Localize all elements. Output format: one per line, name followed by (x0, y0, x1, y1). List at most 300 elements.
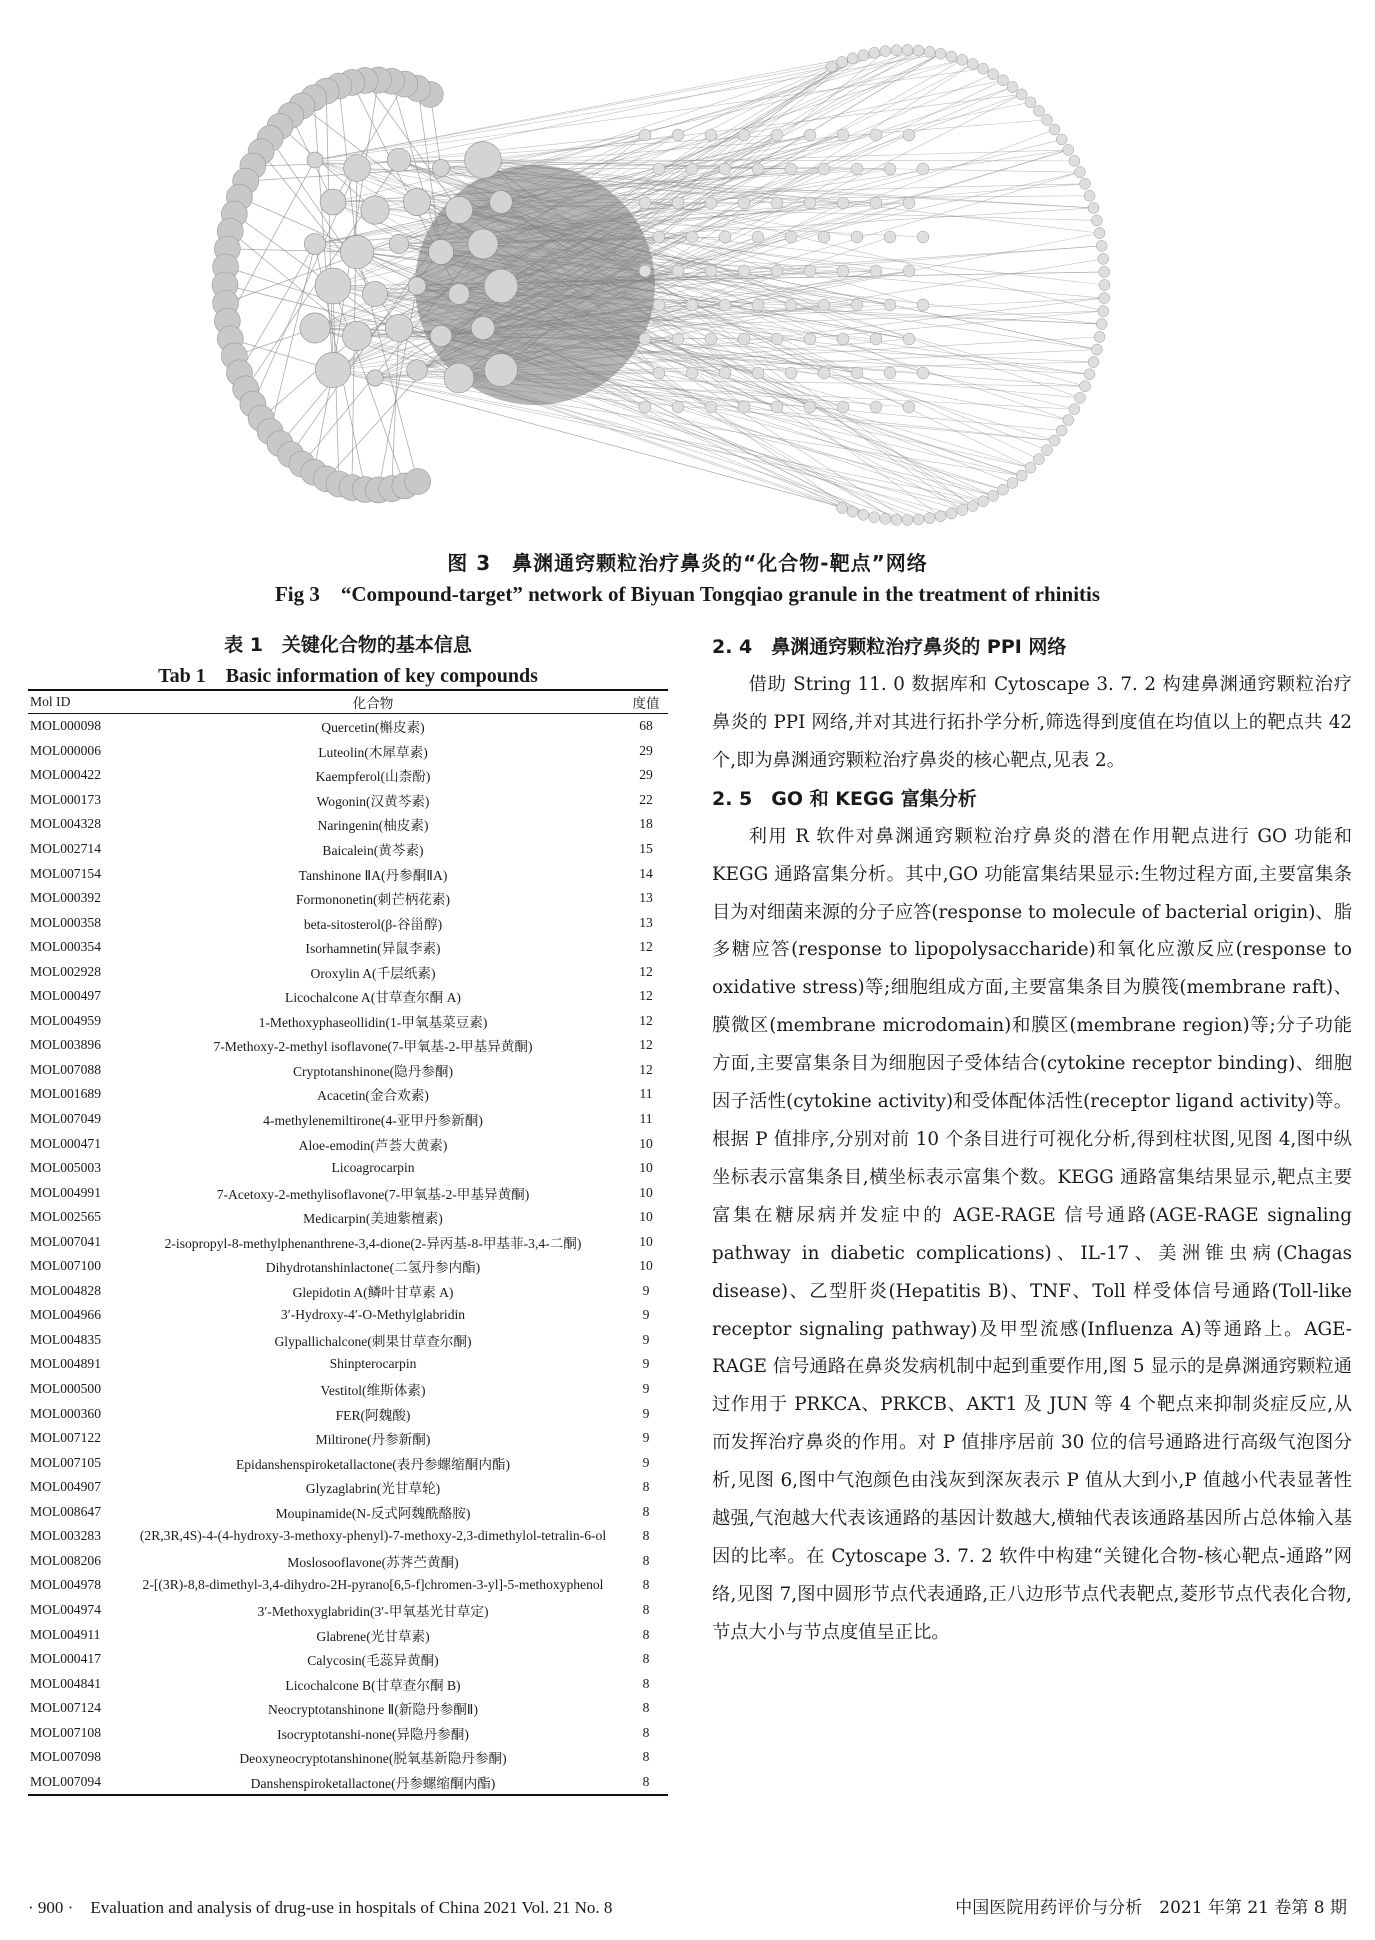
mol-id-cell: MOL008647 (30, 1503, 101, 1519)
target-node (851, 299, 863, 311)
mol-id-cell: MOL000354 (30, 939, 101, 955)
target-node (1099, 280, 1110, 291)
compound-cell: Glabrene(光甘草素) (316, 1628, 430, 1644)
degree-cell: 10 (639, 1135, 653, 1151)
compound-cell: Quercetin(槲皮素) (321, 720, 425, 736)
table-row (28, 910, 668, 935)
compound-cell: 4-methylenemiltirone(4-亚甲丹参新酮) (263, 1113, 483, 1129)
compound-node (344, 155, 371, 182)
degree-cell: 13 (639, 890, 653, 906)
network-edge (315, 54, 941, 160)
table-caption-en: Tab 1 Basic information of key compounds (158, 665, 538, 687)
table-row (28, 714, 668, 739)
mol-id-cell: MOL007094 (28, 1770, 122, 1796)
degree-cell: 8 (642, 1552, 650, 1568)
target-node (870, 401, 882, 413)
table-row (28, 1082, 668, 1107)
target-node (913, 514, 924, 525)
compound-node (340, 235, 373, 268)
right-column-text (712, 628, 1352, 1652)
target-node (738, 401, 750, 413)
compound-node (385, 314, 412, 341)
compound-cell: (2R,3R,4S)-4-(4-hydroxy-3-methoxy-phenyl)-7-methoxy-2,3-dimethylol-tetralin-6-ol (139, 1528, 607, 1544)
table-row (28, 1156, 668, 1181)
compound-cell: Moslosooflavone(苏荠苎黄酮) (287, 1554, 459, 1570)
mol-id-cell: MOL004959 (30, 1012, 101, 1028)
compound-node (387, 148, 410, 171)
compound-node (304, 233, 325, 254)
table-row (28, 1622, 668, 1647)
target-node (752, 231, 764, 243)
target-node (686, 367, 698, 379)
compound-node (490, 191, 513, 214)
target-node (785, 163, 797, 175)
target-node (686, 299, 698, 311)
target-node (870, 129, 882, 141)
target-node (785, 299, 797, 311)
target-node (653, 367, 665, 379)
target-node (869, 512, 880, 523)
table-row (28, 1009, 668, 1034)
mol-id-cell: MOL003896 (30, 1037, 101, 1053)
target-node (1007, 477, 1018, 488)
target-node (837, 197, 849, 209)
degree-cell: 12 (639, 1061, 653, 1077)
target-node (924, 513, 935, 524)
degree-cell: 8 (642, 1503, 650, 1519)
target-node (719, 299, 731, 311)
target-node (891, 514, 902, 525)
table-row (28, 984, 668, 1009)
target-node (818, 299, 830, 311)
compound-cell: 1-Methoxyphaseollidin(1-甲氧基菜豆素) (258, 1014, 488, 1030)
target-node (924, 46, 935, 57)
compound-node (408, 277, 426, 295)
mol-id-cell: MOL007100 (30, 1258, 101, 1274)
table-row (28, 1671, 668, 1696)
compound-target-network-figure (205, 30, 1160, 535)
compound-node (428, 239, 453, 264)
target-node (884, 299, 896, 311)
mol-id-cell: MOL007124 (30, 1700, 101, 1716)
target-node (858, 50, 869, 61)
compound-cell: Aloe-emodin(芦荟大黄素) (298, 1137, 448, 1153)
target-node (1056, 425, 1067, 436)
target-node (672, 401, 684, 413)
compound-cell: Danshenspiroketallactone(丹参螺缩酮内酯) (122, 1770, 624, 1796)
compound-cell: Glyzaglabrin(光甘草轮) (305, 1481, 441, 1497)
table-row (28, 1745, 668, 1770)
target-node (997, 75, 1008, 86)
compound-node (432, 159, 449, 176)
target-node (858, 509, 869, 520)
degree-cell: 8 (642, 1626, 650, 1642)
mol-id-cell: MOL003283 (30, 1528, 101, 1544)
target-node (672, 129, 684, 141)
target-node (837, 333, 849, 345)
mol-id-cell: MOL004828 (30, 1282, 101, 1298)
target-node (826, 61, 837, 72)
target-node (946, 508, 957, 519)
table-row (28, 1107, 668, 1132)
target-node (818, 367, 830, 379)
table-header-row (28, 690, 668, 714)
target-node (1094, 228, 1105, 239)
target-node (1088, 357, 1099, 368)
degree-cell: 9 (642, 1356, 650, 1372)
compound-cell: Isorhamnetin(异鼠李素) (305, 941, 441, 957)
target-node (870, 197, 882, 209)
target-node (1091, 344, 1102, 355)
target-node (1098, 253, 1109, 264)
target-node (1099, 266, 1110, 277)
degree-cell: 15 (639, 841, 653, 856)
mol-id-cell: MOL000471 (30, 1135, 101, 1151)
degree-cell: 9 (642, 1430, 650, 1446)
degree-cell: 8 (642, 1700, 650, 1716)
target-node (978, 63, 989, 74)
compound-node (315, 268, 351, 304)
compound-node (484, 353, 517, 386)
compound-cell: 7-Methoxy-2-methyl isoflavone(7-甲氧基-2-甲基异黄酮) (213, 1039, 533, 1055)
target-node (1098, 306, 1109, 317)
target-node (935, 48, 946, 59)
table-row (28, 1426, 668, 1451)
table-row (28, 763, 668, 788)
target-node (705, 333, 717, 345)
compound-cell: 3′-Methoxyglabridin(3′-甲氧基光甘草定) (257, 1603, 489, 1619)
target-node (672, 333, 684, 345)
target-node (997, 484, 1008, 495)
mol-id-cell: MOL007154 (30, 865, 101, 881)
compound-cell: Cryptotanshinone(隐丹参酮) (292, 1063, 454, 1079)
network-nodes (212, 45, 1110, 526)
table-row (28, 886, 668, 911)
mol-id-cell: MOL002565 (30, 1209, 101, 1225)
mol-id-cell: MOL000098 (30, 718, 101, 734)
target-node (804, 129, 816, 141)
target-node (847, 506, 858, 517)
target-node (1094, 331, 1105, 342)
compound-cell: 3′-Hydroxy-4′-O-Methylglabridin (280, 1307, 466, 1323)
table-row (28, 788, 668, 813)
degree-cell: 29 (639, 767, 653, 783)
compound-node (465, 142, 502, 179)
degree-cell: 11 (639, 1086, 653, 1102)
mol-id-cell: MOL004911 (30, 1626, 101, 1642)
target-node (752, 163, 764, 175)
degree-cell: 22 (639, 791, 653, 807)
table-row (28, 1500, 668, 1525)
mol-id-cell: MOL004907 (30, 1479, 101, 1495)
target-node (653, 299, 665, 311)
compound-cell: Calycosin(毛蕊异黄酮) (307, 1653, 439, 1669)
target-node (771, 401, 783, 413)
target-node (705, 197, 717, 209)
table-row (28, 1475, 668, 1500)
degree-cell: 9 (642, 1331, 650, 1347)
mol-id-cell: MOL000360 (30, 1405, 101, 1421)
compound-cell: Glypallichalcone(刺果甘草查尔酮) (274, 1333, 472, 1349)
table-row (28, 1131, 668, 1156)
target-node (1069, 155, 1080, 166)
target-node (917, 231, 929, 243)
table-row (28, 1450, 668, 1475)
target-node (837, 265, 849, 277)
target-node (837, 129, 849, 141)
table-row (28, 1377, 668, 1402)
target-node (988, 490, 999, 501)
target-node (836, 502, 847, 513)
degree-cell: 8 (642, 1577, 650, 1593)
target-node (988, 69, 999, 80)
compound-cell: Kaempferol(山柰酚) (315, 769, 431, 785)
compound-cell: Epidanshenspiroketallactone(表丹参螺缩酮内酯) (235, 1456, 511, 1472)
target-node (705, 265, 717, 277)
target-node (1069, 404, 1080, 415)
target-node (967, 501, 978, 512)
target-node (785, 231, 797, 243)
table-row (28, 1770, 668, 1796)
compound-node (361, 196, 389, 224)
mol-id-cell: MOL007049 (30, 1111, 101, 1127)
target-node (978, 496, 989, 507)
compound-node (362, 281, 387, 306)
mol-id-cell: MOL004966 (30, 1307, 101, 1323)
degree-cell: 8 (642, 1601, 650, 1617)
compound-cell: Formononetin(刺芒柄花素) (295, 892, 451, 908)
target-node (639, 333, 651, 345)
compound-cell: Acacetin(金合欢素) (317, 1088, 429, 1104)
section-2-4-paragraph: 借助 String 11. 0 数据库和 Cytoscape 3. 7. 2 构建鼻渊通窍颗粒治疗鼻炎的 PPI 网络,并对其进行拓扑学分析,筛选得到度值在均值以上的靶点共 42 个,即为鼻渊通窍颗粒治疗鼻炎的核心靶点,见表 2。 (712, 674, 1352, 771)
target-node (891, 45, 902, 56)
target-node (1080, 178, 1091, 189)
table-row (28, 1524, 668, 1549)
compound-node (320, 189, 346, 215)
key-compounds-table (28, 689, 668, 1796)
mol-id-cell: MOL004891 (30, 1356, 101, 1372)
compound-cell: Glepidotin A(鳞叶甘草素 A) (292, 1284, 454, 1300)
table-row (28, 1647, 668, 1672)
target-node (884, 367, 896, 379)
compound-node (367, 370, 383, 386)
table-row (28, 935, 668, 960)
mol-id-cell: MOL007088 (30, 1061, 101, 1077)
mol-id-cell: MOL004841 (30, 1675, 101, 1691)
network-edge (357, 50, 908, 168)
target-node (837, 401, 849, 413)
mol-id-cell: MOL000497 (30, 988, 101, 1004)
mol-id-cell: MOL000417 (30, 1651, 101, 1667)
compound-node (389, 234, 408, 253)
degree-cell: 8 (642, 1749, 650, 1765)
table-row (28, 1180, 668, 1205)
target-node (884, 163, 896, 175)
compound-node (403, 188, 430, 215)
target-node (1007, 82, 1018, 93)
figure-caption-cn: 图 3 鼻渊通窍颗粒治疗鼻炎的“化合物-靶点”网络 (447, 551, 928, 575)
target-node (771, 197, 783, 209)
compound-cell: Neocryptotanshinone Ⅱ(新隐丹参酮Ⅱ) (267, 1702, 479, 1718)
degree-cell: 8 (642, 1528, 650, 1544)
mol-id-cell: MOL007105 (30, 1454, 101, 1470)
degree-cell: 14 (639, 865, 653, 881)
target-node (1033, 105, 1044, 116)
table-row (28, 861, 668, 886)
target-node (804, 197, 816, 209)
target-node (902, 514, 913, 525)
target-node (639, 401, 651, 413)
mol-id-cell: MOL000500 (30, 1381, 101, 1397)
target-node (1088, 202, 1099, 213)
target-node (738, 333, 750, 345)
compound-node (430, 325, 452, 347)
table-caption-cn: 表 1 关键化合物的基本信息 (224, 634, 472, 656)
mol-id-cell: MOL007108 (30, 1724, 101, 1740)
target-node (957, 505, 968, 516)
compound-cell: Oroxylin A(千层纸素) (310, 965, 436, 981)
target-node (653, 163, 665, 175)
target-node (639, 265, 651, 277)
mol-id-cell: MOL004835 (30, 1331, 101, 1347)
target-node (1056, 134, 1067, 145)
compound-cell: Naringenin(柚皮素) (317, 818, 429, 834)
compound-cell: Isocryptotanshi-none(异隐丹参酮) (277, 1726, 469, 1742)
mol-id-cell: MOL002714 (30, 841, 101, 856)
target-node (1084, 369, 1095, 380)
column-header-degree: 度值 (624, 690, 668, 714)
target-node (967, 58, 978, 69)
table-row (28, 1279, 668, 1304)
target-node (1041, 445, 1052, 456)
target-node (1096, 319, 1107, 330)
degree-cell: 29 (639, 742, 653, 758)
target-node (847, 53, 858, 64)
target-node (804, 333, 816, 345)
degree-cell: 9 (642, 1381, 650, 1397)
target-node (719, 367, 731, 379)
target-node (1033, 454, 1044, 465)
table-row (28, 1352, 668, 1377)
target-node (1063, 415, 1074, 426)
compound-node (342, 321, 371, 350)
compound-node (445, 196, 472, 223)
degree-cell: 9 (642, 1454, 650, 1470)
target-node (738, 265, 750, 277)
target-node (818, 231, 830, 243)
target-node (917, 367, 929, 379)
target-node (880, 46, 891, 57)
degree-cell: 12 (639, 939, 653, 955)
target-node (869, 47, 880, 58)
table-row (28, 1229, 668, 1254)
degree-cell: 18 (639, 816, 653, 832)
target-node (752, 367, 764, 379)
network-edge (333, 370, 1022, 476)
degree-cell: 10 (639, 1184, 653, 1200)
network-edges (225, 50, 1105, 520)
mol-id-cell: MOL000392 (30, 890, 101, 906)
target-node (946, 51, 957, 62)
mol-id-cell: MOL002928 (30, 963, 101, 979)
table-row (28, 812, 668, 837)
target-node (870, 265, 882, 277)
degree-cell: 8 (642, 1724, 650, 1740)
target-node (836, 57, 847, 68)
mol-id-cell: MOL005003 (30, 1160, 101, 1176)
target-node (1025, 462, 1036, 473)
column-header-mol-id: Mol ID (28, 690, 122, 714)
mol-id-cell: MOL000006 (30, 742, 101, 758)
target-node (903, 197, 915, 209)
compound-cell: Wogonin(汉黄芩素) (316, 793, 430, 809)
compound-cell: Shinpterocarpin (329, 1356, 417, 1372)
target-node (917, 163, 929, 175)
compound-cell: Miltirone(丹参新酮) (315, 1432, 431, 1448)
column-header-compound: 化合物 (122, 690, 624, 714)
compound-cell: Licoagrocarpin (331, 1160, 415, 1176)
target-node (804, 265, 816, 277)
degree-cell: 12 (639, 1037, 653, 1053)
compound-cell: Baicalein(黄芩素) (322, 843, 424, 858)
mol-id-cell: MOL000173 (30, 791, 101, 807)
table-row (28, 739, 668, 764)
table-row (28, 837, 668, 862)
degree-cell: 10 (639, 1258, 653, 1274)
compound-node (407, 360, 428, 381)
target-node (1016, 470, 1027, 481)
compound-cell: Medicarpin(美迪紫檀素) (303, 1211, 443, 1227)
compound-node (484, 269, 518, 303)
target-node (935, 511, 946, 522)
footer-journal-en: · 900 · Evaluation and analysis of drug-use in hospitals of China 2021 Vol. 21 No. 8 (28, 1898, 613, 1917)
network-edge (239, 244, 315, 373)
compound-node (307, 152, 323, 168)
degree-cell: 8 (642, 1479, 650, 1495)
compound-cell: Licochalcone A(甘草查尔酮 A) (285, 990, 461, 1006)
target-node (719, 163, 731, 175)
table-row (28, 1696, 668, 1721)
target-node (1016, 89, 1027, 100)
section-2-5-heading: 2. 5 GO 和 KEGG 富集分析 (712, 787, 977, 810)
target-node (1080, 381, 1091, 392)
table-row (28, 1549, 668, 1574)
target-node (705, 401, 717, 413)
target-node (705, 129, 717, 141)
target-node (738, 129, 750, 141)
table-row (28, 959, 668, 984)
target-node (405, 469, 431, 495)
table-row (28, 1303, 668, 1328)
target-node (1074, 167, 1085, 178)
degree-cell: 12 (639, 1012, 653, 1028)
mol-id-cell: MOL007122 (30, 1430, 101, 1446)
target-node (639, 129, 651, 141)
target-node (880, 513, 891, 524)
mol-id-cell: MOL004991 (30, 1184, 101, 1200)
network-edge (483, 160, 1074, 161)
compound-cell: 7-Acetoxy-2-methylisoflavone(7-甲氧基-2-甲基异黄酮) (216, 1186, 530, 1202)
degree-cell: 9 (642, 1405, 650, 1421)
compound-cell: Moupinamide(N-反式阿魏酰酪胺) (275, 1505, 471, 1521)
target-node (1049, 124, 1060, 135)
compound-cell: Deoxyneocryptotanshinone(脱氧基新隐丹参酮) (239, 1751, 507, 1767)
degree-cell: 10 (639, 1160, 653, 1176)
target-node (639, 197, 651, 209)
mol-id-cell: MOL000422 (30, 767, 101, 783)
target-node (1096, 240, 1107, 251)
degree-cell: 8 (642, 1651, 650, 1667)
